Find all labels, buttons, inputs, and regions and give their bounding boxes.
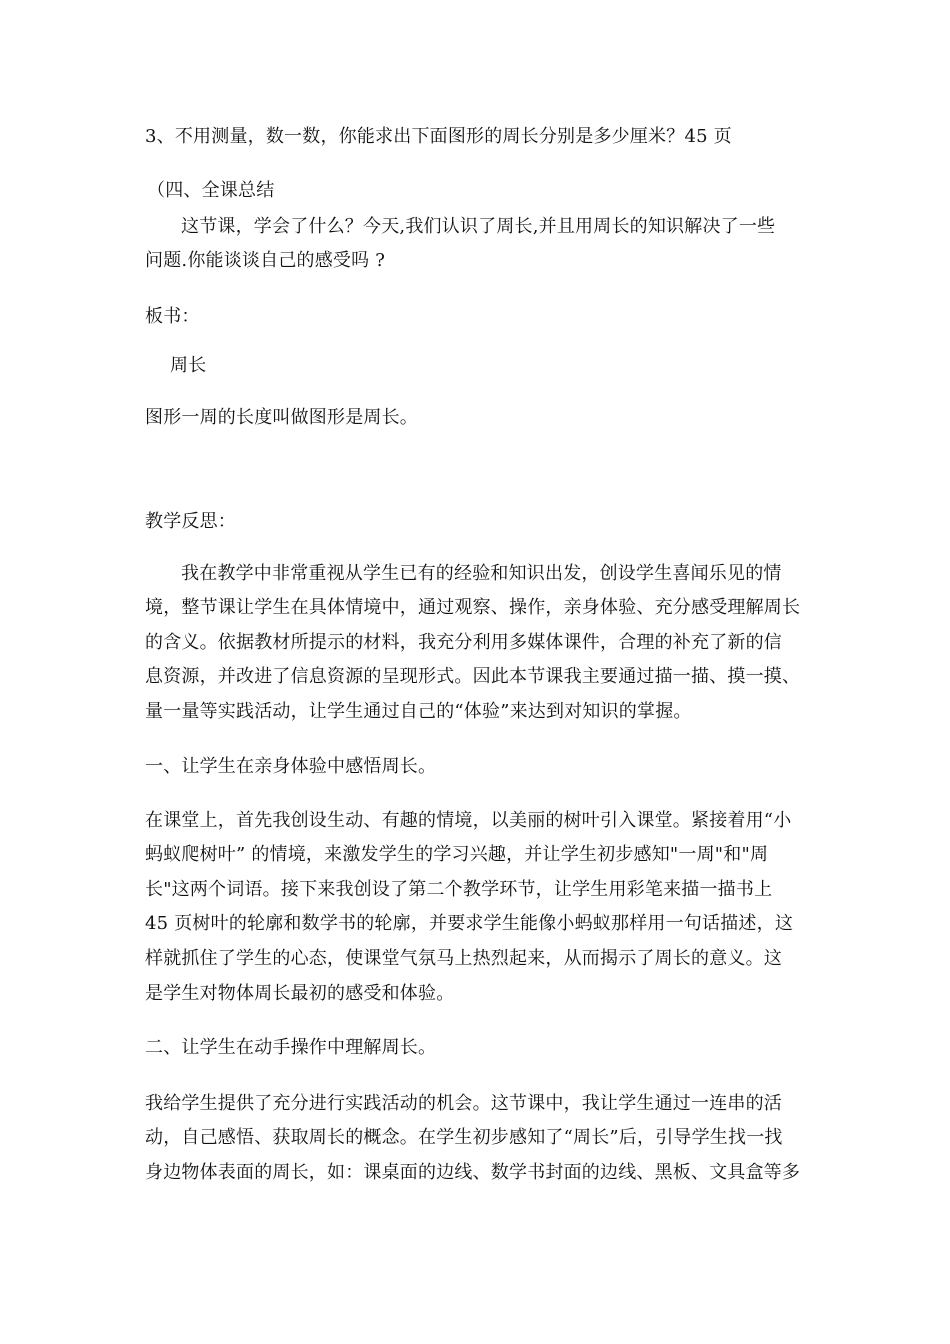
point-one-line-1: 在课堂上，首先我创设生动、有趣的情境，以美丽的树叶引入课堂。紧接着用“小 — [145, 810, 792, 831]
summary-paragraph-line-2: 问题.你能谈谈自己的感受吗 ? — [145, 250, 386, 271]
blackboard-label: 板书： — [145, 306, 200, 327]
reflection-paragraph-line-2: 境，整节课让学生在具体情境中，通过观察、操作，亲身体验、充分感受理解周长 — [145, 597, 801, 618]
reflection-paragraph-line-5: 量一量等实践活动，让学生通过自己的“体验”来达到对知识的掌握。 — [145, 701, 692, 722]
point-two-line-1: 我给学生提供了充分进行实践活动的机会。这节课中，我让学生通过一连串的活 — [145, 1093, 782, 1114]
point-two-line-2: 动，自己感悟、获取周长的概念。在学生初步感知了“周长”后，引导学生找一找 — [145, 1127, 783, 1148]
point-two-heading: 二、让学生在动手操作中理解周长。 — [145, 1037, 437, 1058]
blackboard-title: 周长 — [170, 355, 207, 376]
reflection-paragraph-line-3: 的含义。依据教材所提示的材料，我充分利用多媒体课件，合理的补充了新的信 — [145, 632, 782, 653]
reflection-heading: 教学反思： — [145, 511, 236, 532]
reflection-paragraph-line-4: 息资源，并改进了信息资源的呈现形式。因此本节课我主要通过描一描、摸一摸、 — [145, 666, 801, 687]
point-one-line-6: 是学生对物体周长最初的感受和体验。 — [145, 983, 455, 1004]
point-one-line-5: 样就抓住了学生的心态，使课堂气氛马上热烈起来，从而揭示了周长的意义。这 — [145, 948, 782, 969]
point-one-heading: 一、让学生在亲身体验中感悟周长。 — [145, 756, 437, 777]
exercise-3-line: 3、不用测量，数一数，你能求出下面图形的周长分别是多少厘米？45 页 — [145, 126, 732, 147]
blackboard-definition: 图形一周的长度叫做图形是周长。 — [145, 407, 418, 428]
point-one-line-4: 45 页树叶的轮廓和数学书的轮廓，并要求学生能像小蚂蚁那样用一句话描述，这 — [145, 913, 794, 934]
point-one-line-3: 长"这两个词语。接下来我创设了第二个教学环节，让学生用彩笔来描一描书上 — [145, 879, 773, 900]
summary-paragraph-line-1: 这节课，学会了什么？今天,我们认识了周长,并且用周长的知识解决了一些 — [181, 216, 776, 237]
section-heading-summary: （四、全课总结 — [147, 180, 275, 201]
point-one-line-2: 蚂蚁爬树叶” 的情境，来激发学生的学习兴趣，并让学生初步感知"一周"和"周 — [145, 844, 769, 865]
point-two-line-3: 身边物体表面的周长，如：课桌面的边线、数学书封面的边线、黑板、文具盒等多 — [145, 1162, 801, 1183]
reflection-paragraph-line-1: 我在教学中非常重视从学生已有的经验和知识出发，创设学生喜闻乐见的情 — [181, 563, 782, 584]
